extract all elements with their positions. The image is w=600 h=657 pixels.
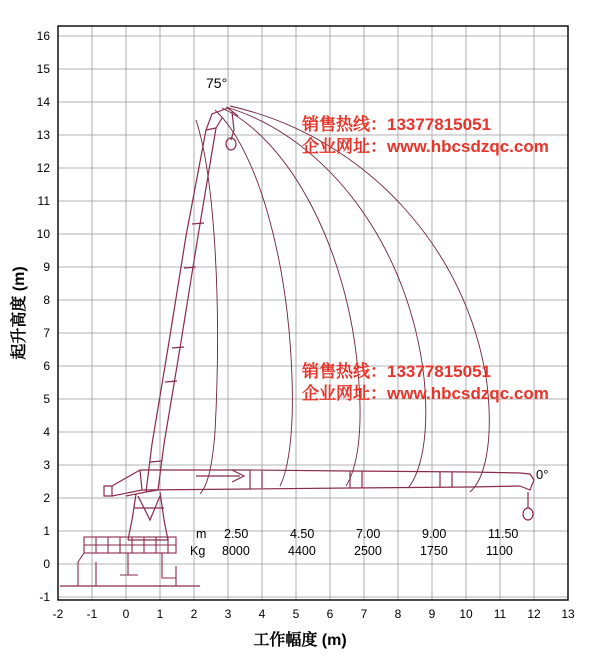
angle-label-75: 75° xyxy=(206,75,228,91)
svg-text:15: 15 xyxy=(36,62,50,76)
load-table-radius-1: 2.50 xyxy=(224,527,249,541)
watermark-top-line2: 企业网址：www.hbcsdzqc.com xyxy=(302,137,549,156)
svg-text:1: 1 xyxy=(156,607,164,621)
x-axis-title: 工作幅度 (m) xyxy=(253,632,347,649)
load-table-capacity-5: 1100 xyxy=(486,544,513,558)
load-table-radius-3: 7.00 xyxy=(356,527,381,541)
svg-text:-1: -1 xyxy=(39,590,50,604)
svg-text:10: 10 xyxy=(459,607,473,621)
svg-text:5: 5 xyxy=(292,607,300,621)
svg-text:1: 1 xyxy=(43,524,50,538)
svg-text:12: 12 xyxy=(36,161,50,175)
svg-text:8: 8 xyxy=(43,293,50,307)
angle-label-0: 0° xyxy=(536,467,549,482)
svg-text:10: 10 xyxy=(36,227,50,241)
load-table-unit-m: m xyxy=(196,527,207,541)
load-table-capacity-1: 8000 xyxy=(222,544,250,558)
y-axis-title: 起升高度 (m) xyxy=(11,266,28,360)
svg-text:2: 2 xyxy=(43,491,50,505)
svg-text:14: 14 xyxy=(36,95,50,109)
load-table-capacity-4: 1750 xyxy=(420,544,448,558)
svg-text:4: 4 xyxy=(43,425,50,439)
svg-text:-2: -2 xyxy=(52,607,64,621)
svg-text:12: 12 xyxy=(527,607,541,621)
svg-text:4: 4 xyxy=(258,607,266,621)
load-table-unit-kg: Kg xyxy=(190,544,206,558)
svg-text:0: 0 xyxy=(43,557,50,571)
load-table-radius-4: 9.00 xyxy=(422,527,447,541)
svg-text:8: 8 xyxy=(394,607,402,621)
svg-text:7: 7 xyxy=(360,607,368,621)
svg-text:9: 9 xyxy=(43,260,50,274)
svg-text:3: 3 xyxy=(224,607,232,621)
svg-text:13: 13 xyxy=(561,607,575,621)
svg-text:11: 11 xyxy=(37,194,50,208)
svg-text:9: 9 xyxy=(428,607,436,621)
svg-text:7: 7 xyxy=(43,326,50,340)
svg-text:6: 6 xyxy=(326,607,334,621)
load-table-capacity-2: 4400 xyxy=(288,544,316,558)
svg-text:11: 11 xyxy=(493,607,507,621)
svg-text:-1: -1 xyxy=(86,607,98,621)
watermark-bottom-line2: 企业网址：www.hbcsdzqc.com xyxy=(302,384,549,403)
svg-text:3: 3 xyxy=(43,458,50,472)
watermark-top-line1: 销售热线：13377815051 xyxy=(302,115,492,134)
svg-text:16: 16 xyxy=(36,29,50,43)
svg-text:0: 0 xyxy=(122,607,130,621)
load-table-radius-5: 11.50 xyxy=(488,527,519,541)
watermark-bottom-line1: 销售热线：13377815051 xyxy=(302,362,492,381)
svg-text:6: 6 xyxy=(43,359,50,373)
load-table-radius-2: 4.50 xyxy=(290,527,315,541)
svg-text:13: 13 xyxy=(36,128,50,142)
svg-text:2: 2 xyxy=(190,607,198,621)
svg-text:5: 5 xyxy=(43,392,50,406)
load-table-capacity-3: 2500 xyxy=(354,544,382,558)
